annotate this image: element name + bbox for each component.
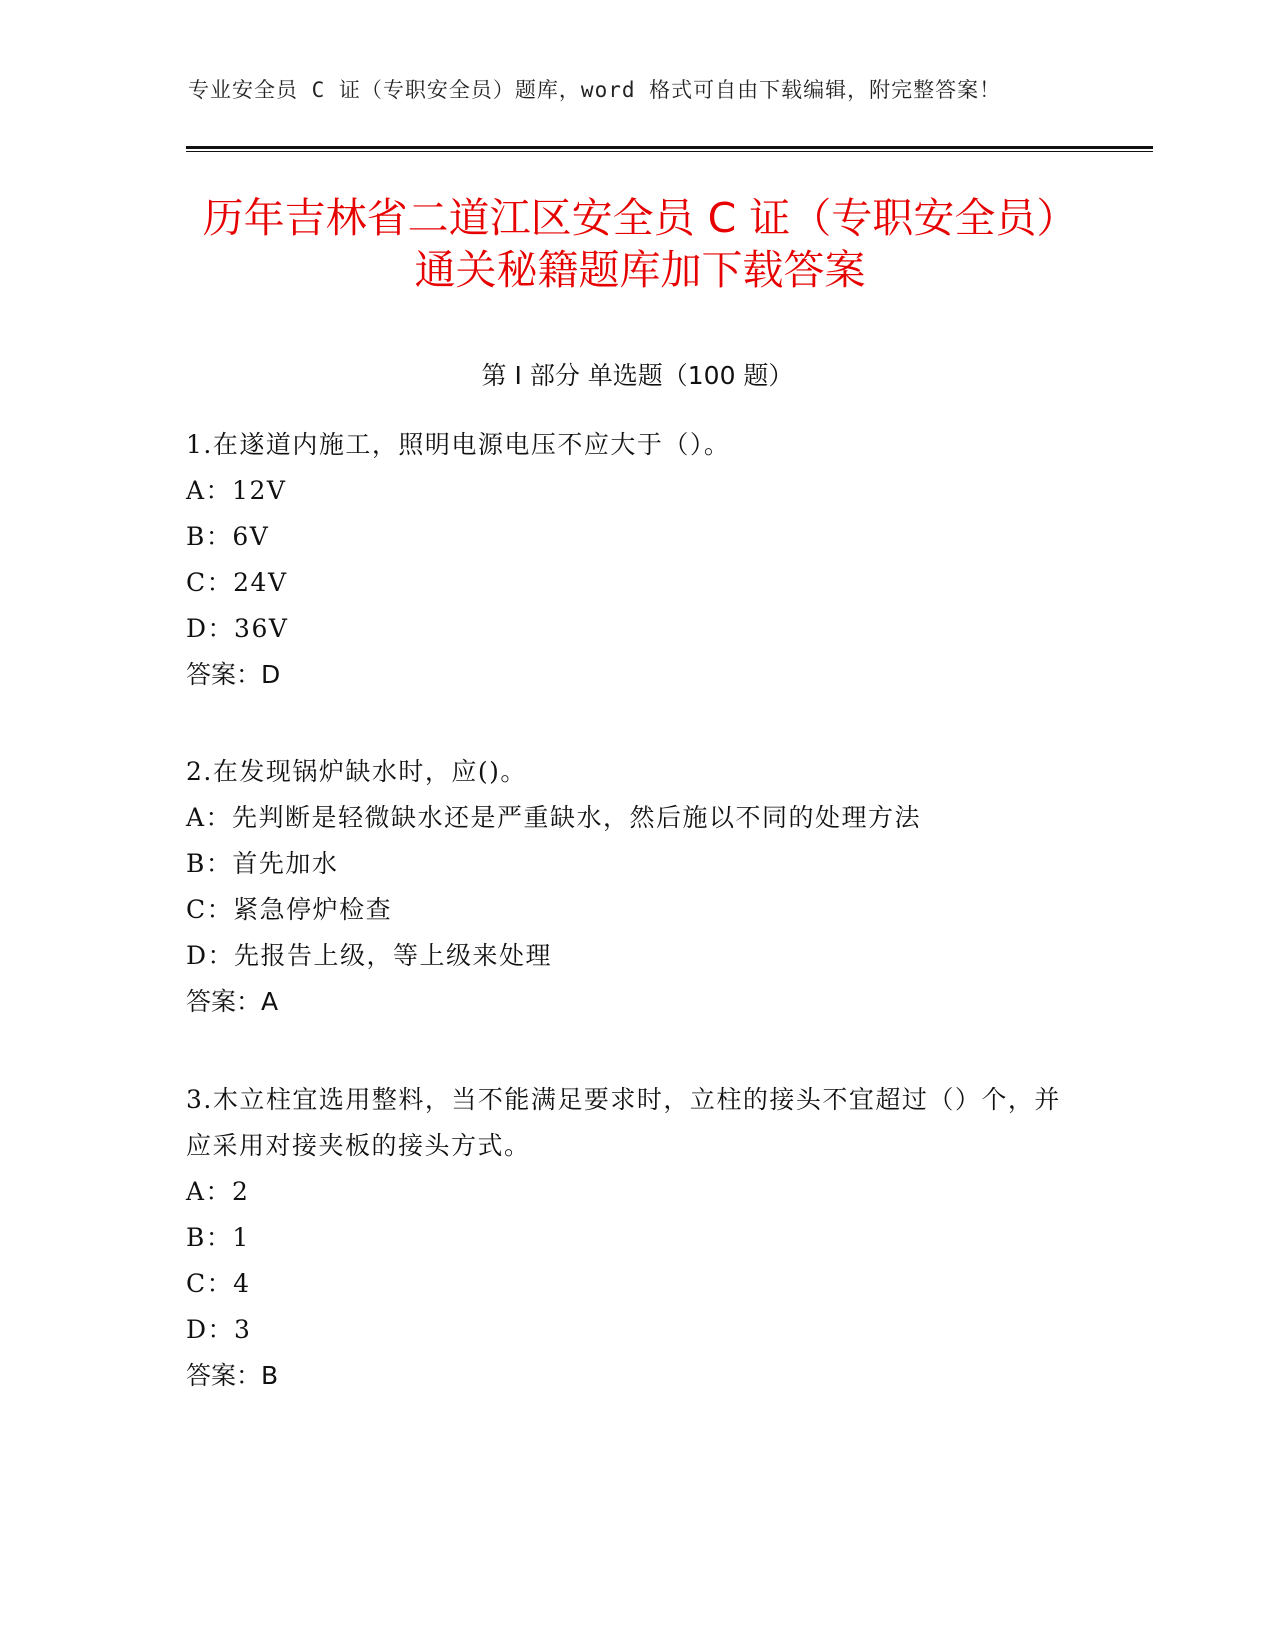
option-c: C：4 xyxy=(186,1269,251,1298)
option-c: C：紧急停炉检查 xyxy=(186,895,393,924)
option-d: D：36V xyxy=(186,614,289,643)
question-stem: 3.木立柱宜选用整料，当不能满足要求时，立柱的接头不宜超过（）个，并应采用对接夹板的接头方式。 xyxy=(186,1085,1061,1160)
section-heading: 第 I 部分 单选题（100 题） xyxy=(481,361,794,390)
option-a: A：2 xyxy=(186,1177,250,1206)
option-b: B：1 xyxy=(186,1223,250,1252)
question-3 xyxy=(186,1077,1066,1399)
option-a: A：12V xyxy=(186,476,287,505)
answer-label: 答案：A xyxy=(186,987,279,1016)
option-c: C：24V xyxy=(186,568,288,597)
header-divider-thick xyxy=(186,146,1153,149)
option-d: D：3 xyxy=(186,1315,252,1344)
answer-label: 答案：B xyxy=(186,1361,279,1390)
option-a: A：先判断是轻微缺水还是严重缺水，然后施以不同的处理方法 xyxy=(186,803,922,832)
document-title: 历年吉林省二道江区安全员 C 证（专职安全员）通关秘籍题库加下载答案 xyxy=(202,194,1078,294)
answer-label: 答案：D xyxy=(186,660,281,689)
option-b: B：6V xyxy=(186,522,270,551)
option-d: D：先报告上级，等上级来处理 xyxy=(186,941,553,970)
header-note: 专业安全员 C 证（专职安全员）题库，word 格式可自由下载编辑，附完整答案！ xyxy=(188,78,1002,102)
header-divider-thin xyxy=(186,151,1153,152)
question-stem: 1.在遂道内施工，照明电源电压不应大于（）。 xyxy=(186,430,731,459)
question-1 xyxy=(186,422,1066,698)
question-2 xyxy=(186,749,1066,1025)
option-b: B：首先加水 xyxy=(186,849,339,878)
question-stem: 2.在发现锅炉缺水时，应()。 xyxy=(186,757,527,786)
